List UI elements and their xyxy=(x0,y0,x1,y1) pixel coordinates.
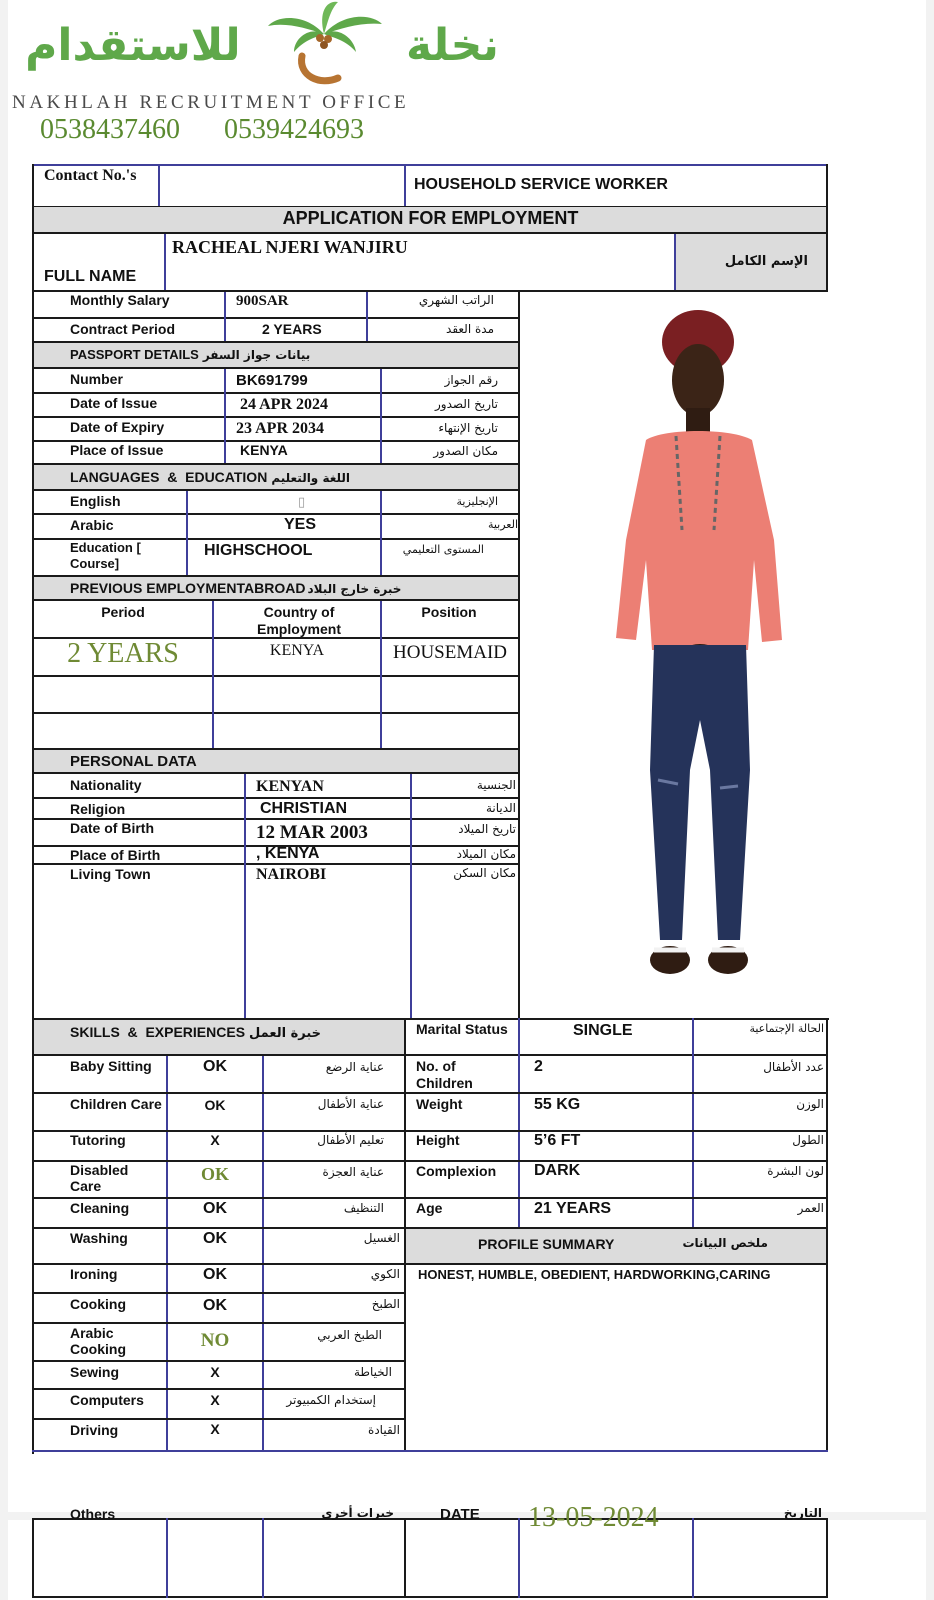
skill-label: Cooking xyxy=(70,1296,126,1312)
contact-label: Contact No.'s xyxy=(44,167,137,184)
passport-number-label: Number xyxy=(70,371,123,387)
col-position: Position xyxy=(421,604,477,620)
issue-date-ar: تاريخ الصدور xyxy=(435,397,498,411)
period-value: 2 YEARS xyxy=(262,321,322,337)
town-ar: مكان السكن xyxy=(453,866,516,880)
complexion-label: Complexion xyxy=(416,1163,497,1179)
english-ar: الإنجليزية xyxy=(456,495,498,508)
english-value: ▯ xyxy=(298,494,306,509)
place-issue-label: Place of Issue xyxy=(70,442,164,458)
place-issue-ar: مكان الصدور xyxy=(433,444,498,458)
others-label: Others xyxy=(70,1506,116,1522)
skill-ar: الخياطة xyxy=(354,1365,392,1379)
skill-ar: إستخدام الكمبيوتر xyxy=(286,1393,376,1407)
issue-date-label: Date of Issue xyxy=(70,395,158,411)
marital-label: Marital Status xyxy=(416,1021,508,1037)
profile-summary-text: HONEST, HUMBLE, OBEDIENT, HARDWORKING,CARING xyxy=(418,1267,771,1282)
skills-section xyxy=(70,1024,321,1041)
date-ar: التاريخ xyxy=(783,1506,822,1520)
skill-value: X xyxy=(210,1132,220,1148)
skill-value: OK xyxy=(203,1297,227,1314)
full-name-value: RACHEAL NJERI WANJIRU xyxy=(172,237,408,257)
skill-ar: عناية العجزة xyxy=(322,1165,384,1179)
expiry-date-label: Date of Expiry xyxy=(70,419,165,435)
footer-strip xyxy=(8,1502,926,1600)
form-page xyxy=(8,0,926,1512)
weight-label: Weight xyxy=(416,1096,463,1112)
salary-label: Monthly Salary xyxy=(70,292,170,308)
skill-value: OK xyxy=(204,1097,226,1113)
skill-label: Ironing xyxy=(70,1266,118,1282)
town-value: NAIROBI xyxy=(256,866,327,883)
town-label: Living Town xyxy=(70,866,151,882)
form-title: APPLICATION FOR EMPLOYMENT xyxy=(282,208,579,228)
english-label: English xyxy=(70,493,121,509)
skill-value: OK xyxy=(200,1164,229,1184)
skill-label: Tutoring xyxy=(70,1132,126,1148)
religion-value: CHRISTIAN xyxy=(260,800,348,817)
age-ar: العمر xyxy=(797,1201,824,1215)
skill-value: X xyxy=(210,1392,220,1408)
skill-label: Baby Sitting xyxy=(70,1058,152,1074)
job-title: HOUSEHOLD SERVICE WORKER xyxy=(414,176,668,193)
skill-ar: الطبخ العربي xyxy=(317,1328,382,1342)
weight-ar: الوزن xyxy=(796,1097,824,1111)
children-label: No. of Children xyxy=(416,1058,473,1091)
previous-section xyxy=(70,580,401,596)
period-label: Contract Period xyxy=(70,321,176,337)
languages-section xyxy=(70,469,350,485)
personal-section: PERSONAL DATA xyxy=(70,753,197,770)
dob-label: Date of Birth xyxy=(70,820,154,836)
religion-label: Religion xyxy=(70,801,126,817)
previous-section-ar: خبرة خارج البلاد xyxy=(307,582,402,596)
dob-ar: تاريخ الميلاد xyxy=(458,822,516,836)
passport-section xyxy=(70,347,310,362)
skill-label: Children Care xyxy=(70,1096,162,1112)
skill-label: Sewing xyxy=(70,1364,120,1380)
languages-section-label: LANGUAGES & EDUCATION xyxy=(70,469,268,485)
skills-section-ar: خبرة العمل xyxy=(249,1026,322,1041)
passport-number-value: BK691799 xyxy=(236,372,308,389)
expiry-date-value: 23 APR 2034 xyxy=(236,420,324,437)
phone-1: 0538437460 xyxy=(40,114,180,145)
skill-label: Computers xyxy=(70,1392,144,1408)
nationality-value: KENYAN xyxy=(256,778,324,795)
profile-summary-ar: ملخص البيانات xyxy=(682,1236,768,1250)
height-value: 5’6 FT xyxy=(534,1132,581,1149)
date-value: 13-05-2024 xyxy=(528,1502,659,1533)
phone-2: 0539424693 xyxy=(224,114,364,145)
skill-label: Arabic Cooking xyxy=(70,1325,126,1357)
age-value: 21 YEARS xyxy=(534,1200,612,1217)
children-value: 2 xyxy=(534,1058,543,1075)
pob-ar: مكان الميلاد xyxy=(456,847,516,861)
skill-ar: تعليم الأطفال xyxy=(317,1133,384,1147)
office-name: NAKHLAH RECRUITMENT OFFICE xyxy=(12,92,410,113)
col-period: Period xyxy=(101,604,145,620)
logo-arabic-text: نخلة للاستقدام xyxy=(25,20,499,71)
nationality-label: Nationality xyxy=(70,777,142,793)
skill-ar: الطبخ xyxy=(371,1297,400,1311)
skill-ar: التنظيف xyxy=(343,1201,384,1215)
full-name-label: FULL NAME xyxy=(44,268,137,285)
others-ar: خبرات أخرى xyxy=(321,1506,394,1520)
skill-value: X xyxy=(210,1421,220,1437)
marital-ar: الحالة الإجتماعية xyxy=(749,1022,824,1035)
full-name-ar: الإسم الكامل xyxy=(724,254,808,269)
skill-label: Washing xyxy=(70,1230,128,1246)
col-country: Country of Employment xyxy=(256,604,341,637)
profile-summary-label: PROFILE SUMMARY xyxy=(478,1236,615,1252)
skill-ar: الغسيل xyxy=(363,1231,400,1245)
skill-label: Driving xyxy=(70,1422,119,1438)
complexion-value: DARK xyxy=(534,1162,581,1179)
dob-value: 12 MAR 2003 xyxy=(256,822,368,843)
arabic-value: YES xyxy=(284,516,317,533)
applicant-photo xyxy=(612,300,802,1012)
age-label: Age xyxy=(416,1200,443,1216)
prev-period-value: 2 YEARS xyxy=(67,638,179,669)
skill-label: Disabled Care xyxy=(70,1162,129,1194)
skill-value: OK xyxy=(203,1058,227,1075)
complexion-ar: لون البشرة xyxy=(767,1164,824,1178)
pob-value: , KENYA xyxy=(256,845,320,862)
skill-ar: القيادة xyxy=(368,1423,400,1437)
languages-section-ar: اللغة والتعليم xyxy=(271,471,351,485)
skill-label: Cleaning xyxy=(70,1200,130,1216)
prev-position-value: HOUSEMAID xyxy=(393,642,507,663)
passport-section-label: PASSPORT DETAILS xyxy=(70,347,199,362)
skill-value: OK xyxy=(203,1200,227,1217)
children-ar: عدد الأطفال xyxy=(763,1060,824,1074)
education-ar: المستوى التعليمي xyxy=(402,543,484,556)
skill-value: OK xyxy=(203,1266,227,1283)
place-issue-value: KENYA xyxy=(240,442,288,458)
period-ar: مدة العقد xyxy=(446,322,494,336)
prev-country-value: KENYA xyxy=(269,642,325,659)
salary-ar: الراتب الشهري xyxy=(418,293,494,307)
nationality-ar: الجنسية xyxy=(476,778,516,792)
skill-value: OK xyxy=(203,1230,227,1247)
skill-value: NO xyxy=(200,1330,230,1351)
expiry-date-ar: تاريخ الإنتهاء xyxy=(438,421,498,435)
height-ar: الطول xyxy=(792,1133,824,1147)
passport-section-ar: بيانات جواز السفر xyxy=(202,348,311,362)
previous-section-label: PREVIOUS EMPLOYMENTABROAD xyxy=(70,580,306,596)
pob-label: Place of Birth xyxy=(70,847,161,863)
religion-ar: الديانة xyxy=(485,801,516,815)
education-label: Education [ Course] xyxy=(70,540,141,571)
skill-ar: عناية الأطفال xyxy=(317,1097,384,1111)
date-label: DATE xyxy=(440,1506,480,1523)
education-value: HIGHSCHOOL xyxy=(204,542,313,559)
salary-value: 900SAR xyxy=(236,293,289,309)
weight-value: 55 KG xyxy=(534,1096,581,1113)
skill-ar: عناية الرضع xyxy=(325,1060,384,1074)
issue-date-value: 24 APR 2024 xyxy=(240,396,328,413)
arabic-ar: العربية xyxy=(487,518,518,531)
skills-section-label: SKILLS & EXPERIENCES xyxy=(70,1024,246,1040)
skill-ar: الكوي xyxy=(370,1267,400,1281)
height-label: Height xyxy=(416,1132,460,1148)
arabic-label: Arabic xyxy=(70,517,114,533)
skill-value: X xyxy=(210,1364,220,1380)
marital-value: SINGLE xyxy=(573,1022,633,1039)
passport-number-ar: رقم الجواز xyxy=(444,373,498,387)
